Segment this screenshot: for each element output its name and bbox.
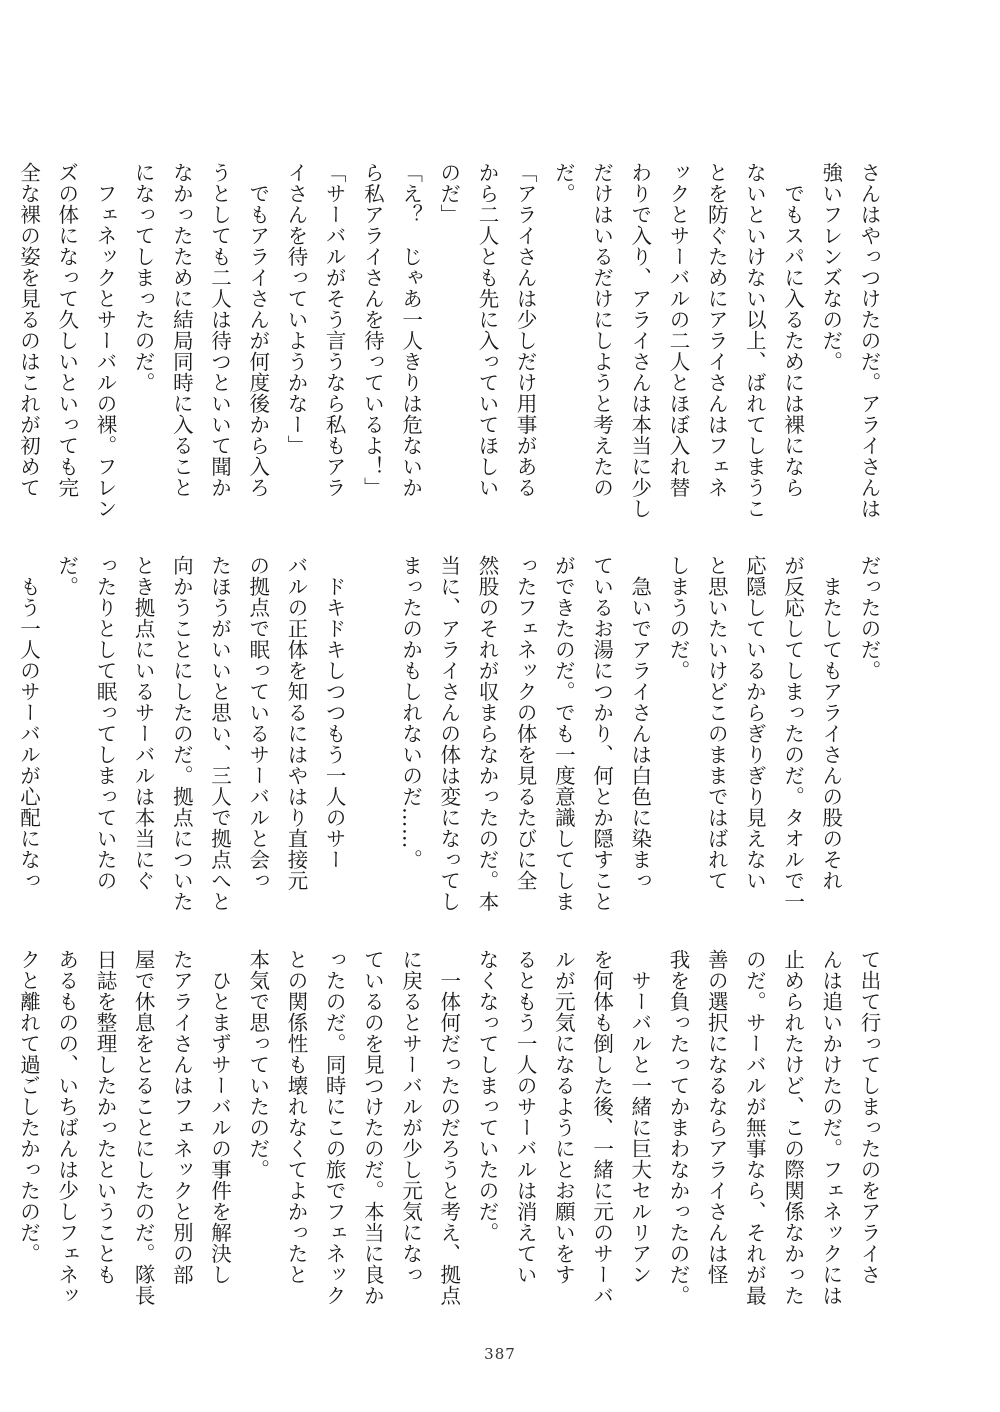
text-line: なかったために結局同時に入ること [169, 162, 194, 498]
text-line: 止められたけど、この際関係なかった [780, 949, 805, 1306]
text-line: うとしても二人は待つといいて聞か [207, 162, 232, 498]
text-line: 「サーバルがそう言うなら私もアラ [322, 162, 347, 498]
text-line: ックとサーバルの二人とほぼ入れ替 [665, 162, 690, 498]
text-line: クと離れて過ごしたかったのだ。 [16, 949, 41, 1264]
text-line: とを防ぐためにアライさんはフェネ [704, 162, 729, 498]
text-line: でもスパに入るためには裸になら [780, 162, 805, 498]
text-line: のだ。サーバルが無事なら、それが最 [742, 949, 767, 1306]
text-line: が反応してしまったのだ。タオルで一 [780, 555, 805, 912]
text-line: 「アライさんは少しだけ用事がある [513, 162, 538, 498]
text-line: のだ」 [436, 162, 461, 225]
text-line: ているお湯につかり、何とか隠すこと [589, 555, 614, 912]
text-line: を何体も倒した後、一緒に元のサーバ [589, 949, 614, 1306]
text-line: あるものの、いちばんは少しフェネッ [54, 949, 79, 1306]
text-line: ルが元気になるようにとお願いをす [551, 949, 576, 1285]
text-line: だ。 [54, 555, 79, 597]
text-line: なくなってしまっていたのだ。 [474, 949, 499, 1243]
text-line: ができたのだ。でも一度意識してしま [551, 555, 576, 912]
text-line: 一体何だったのだろうと考え、拠点 [436, 949, 461, 1306]
text-line: ドキドキしつつもう一人のサー [322, 555, 347, 870]
text-line: ったりとして眠ってしまっていたの [92, 555, 117, 891]
text-line: て出て行ってしまったのをアライさ [857, 949, 881, 1285]
text-block-bottom [16, 949, 888, 1306]
text-line: でもアライさんが何度後から入ろ [245, 162, 270, 498]
text-line: から二人とも先に入っていてほしい [474, 162, 499, 498]
text-line: たアライさんはフェネックと別の部 [169, 949, 194, 1285]
page-number: 387 [484, 1345, 516, 1363]
text-line: さんはやっつけたのだ。アライさんは [857, 162, 881, 519]
text-line: だけはいるだけにしようと考えたの [589, 162, 614, 498]
text-line: サーバルと一緒に巨大セルリアン [627, 949, 652, 1285]
text-line: 善の選択になるならアライさんは怪 [704, 949, 729, 1285]
text-line: だ。 [551, 162, 576, 204]
text-line: と思いたいけどこのままではばれて [704, 555, 729, 891]
text-block-middle [16, 555, 888, 912]
text-line: まったのかもしれないのだ……。 [398, 555, 423, 870]
text-line: わりで入り、アライさんは本当に少し [627, 162, 652, 519]
text-line: しまうのだ。 [665, 555, 690, 681]
text-line: だったのだ。 [857, 555, 881, 681]
text-line: との関係性も壊れなくてよかったと [283, 949, 308, 1285]
text-line: ら私アライさんを待っているよ！」 [360, 162, 385, 498]
text-line: 全な裸の姿を見るのはこれが初めて [16, 162, 41, 498]
text-line: ているのを見つけたのだ。本当に良か [360, 949, 385, 1306]
text-line: 強いフレンズなのだ。 [818, 162, 843, 372]
text-line: 日誌を整理したかったということも [92, 949, 117, 1285]
text-line: とき拠点にいるサーバルは本当にぐ [131, 555, 156, 891]
text-line [353, 555, 391, 910]
text-line: ないといけない以上、ばれてしまうこ [742, 162, 767, 519]
text-line: になってしまったのだ。 [131, 162, 156, 393]
text-line: んは追いかけたのだ。フェネックには [818, 949, 843, 1306]
text-line: 本気で思っていたのだ。 [245, 949, 270, 1180]
text-line: たほうがいいと思い、三人で拠点へと [207, 555, 232, 912]
text-line: 屋で休息をとることにしたのだ。隊長 [131, 949, 156, 1306]
text-line: 応隠しているからぎりぎり見えない [742, 555, 767, 891]
text-line: またしてもアライさんの股のそれ [818, 555, 843, 891]
text-line: もう一人のサーバルが心配になっ [16, 555, 41, 891]
text-line: るともう一人のサーバルは消えてい [513, 949, 538, 1285]
text-line: 当に、アライさんの体は変になってし [436, 555, 461, 912]
text-line: 「え？ じゃあ一人きりは危ないか [398, 162, 423, 498]
text-line: の拠点で眠っているサーバルと会っ [245, 555, 270, 891]
text-line: 然股のそれが収まらなかったのだ。本 [474, 555, 499, 912]
text-line: ったのだ。同時にこの旅でフェネック [322, 949, 347, 1306]
text-line: 我を負ったってかまわなかったのだ。 [665, 949, 690, 1306]
text-line: ひとまずサーバルの事件を解決し [207, 949, 232, 1285]
text-line: に戻るとサーバルが少し元気になっ [398, 949, 423, 1285]
text-line: バルの正体を知るにはやはり直接元 [283, 555, 308, 891]
text-line: イさんを待っていようかなー」 [283, 162, 308, 456]
text-line: ズの体になって久しいといっても完 [54, 162, 79, 498]
text-block-top [16, 162, 888, 519]
text-line: 急いでアライさんは白色に染まっ [627, 555, 652, 891]
text-line: ったフェネックの体を見るたびに全 [513, 555, 538, 891]
text-line: フェネックとサーバルの裸。フレン [92, 162, 117, 519]
text-line: 向かうことにしたのだ。拠点についた [169, 555, 194, 912]
